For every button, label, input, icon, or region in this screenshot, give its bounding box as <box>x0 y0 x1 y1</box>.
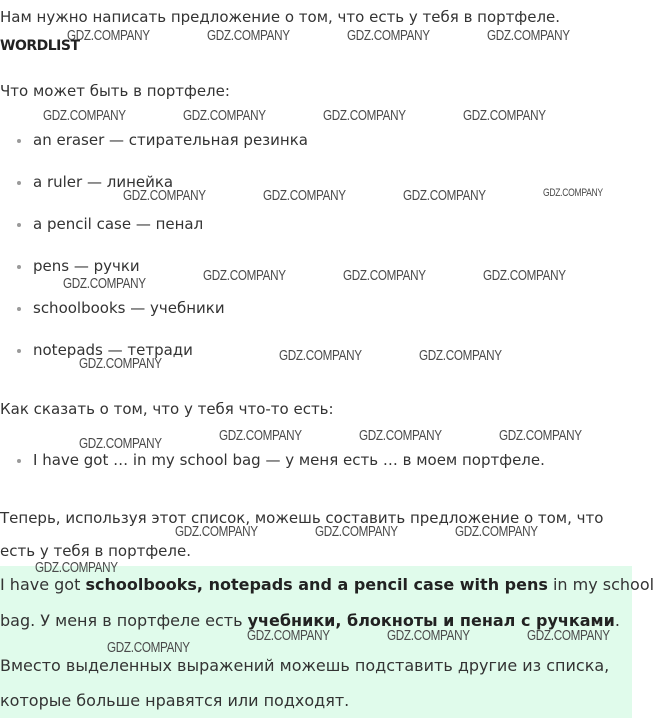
watermark: GDZ.COMPANY <box>323 107 406 124</box>
watermark: GDZ.COMPANY <box>455 523 538 540</box>
watermark: GDZ.COMPANY <box>63 275 146 292</box>
watermark: GDZ.COMPANY <box>107 639 190 656</box>
watermark: GDZ.COMPANY <box>483 267 566 284</box>
answer-note-line-1: Вместо выделенных выражений можешь подставить другие из списка, <box>0 656 610 675</box>
watermark: GDZ.COMPANY <box>347 27 430 44</box>
list-item: an eraser — стирательная резинка <box>0 126 308 168</box>
watermark: GDZ.COMPANY <box>43 107 126 124</box>
how-to-say-text: Как сказать о том, что у тебя что-то есть: <box>0 400 334 418</box>
list-item: a pencil case — пенал <box>0 210 308 252</box>
watermark: GDZ.COMPANY <box>123 187 206 204</box>
answer-note-line-2: которые больше нравятся или подходят. <box>0 691 350 710</box>
watermark: GDZ.COMPANY <box>543 187 603 199</box>
watermark: GDZ.COMPANY <box>79 355 162 372</box>
watermark: GDZ.COMPANY <box>527 627 610 644</box>
watermark: GDZ.COMPANY <box>247 627 330 644</box>
intro-text: Нам нужно написать предложение о том, что есть у тебя в портфеле. <box>0 8 561 26</box>
answer-en-end: bag. <box>0 611 36 630</box>
watermark: GDZ.COMPANY <box>499 427 582 444</box>
watermark: GDZ.COMPANY <box>403 187 486 204</box>
watermark: GDZ.COMPANY <box>67 27 150 44</box>
answer-en-bold: schoolbooks, notepads and a pencil case with pens <box>85 575 548 594</box>
instruction-line-2: есть у тебя в портфеле. <box>0 542 191 560</box>
list-item: schoolbooks — учебники <box>0 294 308 336</box>
list-item: pens — ручки <box>0 252 308 294</box>
answer-ru-bold: учебники, блокноты и пенал с ручками <box>247 611 615 630</box>
list-item: I have got … in my school bag — у меня есть … в моем портфеле. <box>0 446 545 474</box>
answer-en-suffix: in my school <box>547 575 654 594</box>
watermark: GDZ.COMPANY <box>419 347 502 364</box>
watermark: GDZ.COMPANY <box>207 27 290 44</box>
word-list <box>0 126 308 378</box>
instruction-line-1: Теперь, используя этот список, можешь составить предложение о том, что <box>0 509 604 527</box>
watermark: GDZ.COMPANY <box>315 523 398 540</box>
answer-line-1 <box>0 575 654 594</box>
watermark: GDZ.COMPANY <box>203 267 286 284</box>
list-item: a ruler — линейка <box>0 168 308 210</box>
watermark: GDZ.COMPANY <box>219 427 302 444</box>
watermark: GDZ.COMPANY <box>175 523 258 540</box>
wordlist-heading: WORDLIST <box>0 38 80 54</box>
watermark: GDZ.COMPANY <box>183 107 266 124</box>
watermark: GDZ.COMPANY <box>359 427 442 444</box>
watermark: GDZ.COMPANY <box>79 435 162 452</box>
watermark: GDZ.COMPANY <box>279 347 362 364</box>
what-can-be-text: Что может быть в портфеле: <box>0 82 230 100</box>
list-item: notepads — тетради <box>0 336 308 378</box>
watermark: GDZ.COMPANY <box>263 187 346 204</box>
watermark: GDZ.COMPANY <box>487 27 570 44</box>
answer-ru-dot: . <box>614 611 620 630</box>
answer-ru-prefix: У меня в портфеле есть <box>35 611 248 630</box>
watermark: GDZ.COMPANY <box>35 559 118 576</box>
answer-en-prefix: I have got <box>0 575 86 594</box>
watermark: GDZ.COMPANY <box>343 267 426 284</box>
watermark: GDZ.COMPANY <box>387 627 470 644</box>
watermark: GDZ.COMPANY <box>463 107 546 124</box>
